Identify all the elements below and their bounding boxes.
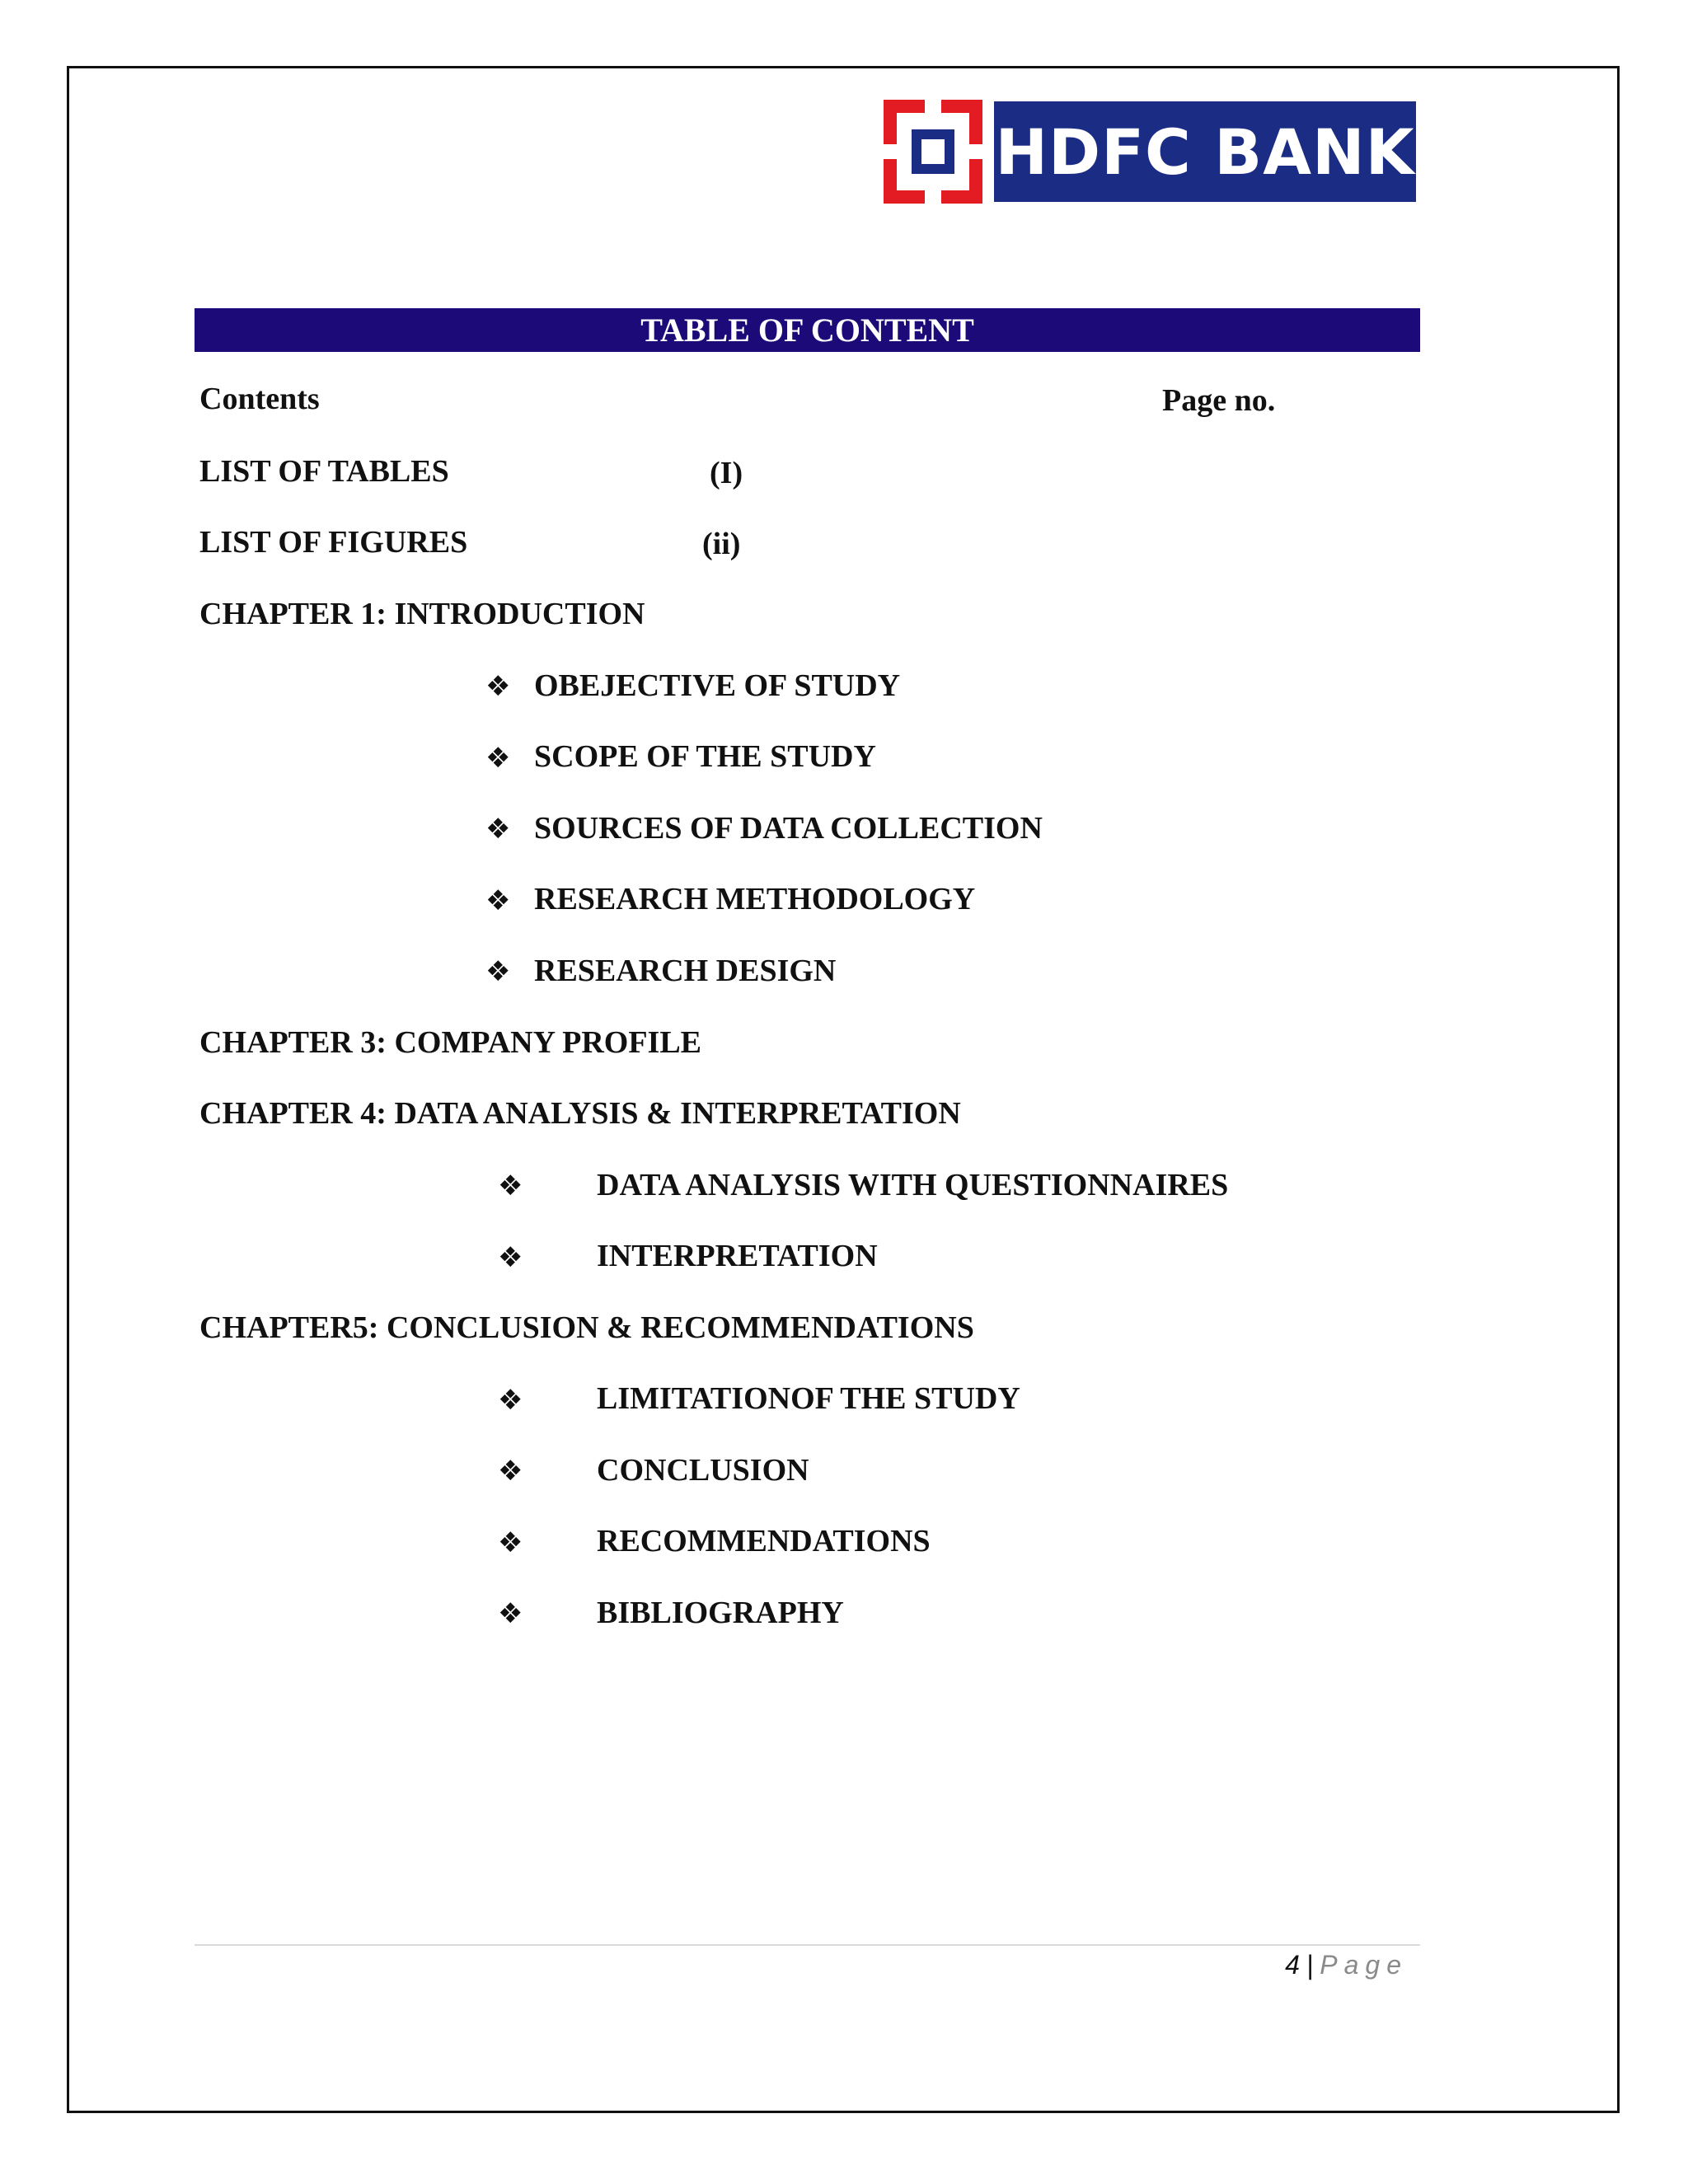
- contents-column-label: Contents: [199, 382, 320, 416]
- page-border: [67, 66, 1620, 2113]
- toc-item-interpretation: INTERPRETATION: [597, 1239, 878, 1273]
- toc-item-research-design: RESEARCH DESIGN: [534, 954, 837, 988]
- toc-chapter-3-title: CHAPTER 3: COMPANY PROFILE: [199, 1025, 702, 1060]
- toc-chapter-5-title: CHAPTER5: CONCLUSION & RECOMMENDATIONS: [199, 1310, 974, 1345]
- hdfc-logo-mark-icon: [884, 100, 982, 204]
- toc-entry-list-of-figures: LIST OF FIGURES: [199, 525, 468, 560]
- page-word: Page: [1320, 1950, 1408, 1980]
- toc-item-data-analysis: DATA ANALYSIS WITH QUESTIONNAIRES: [597, 1168, 1229, 1202]
- toc-chapter-4-title: CHAPTER 4: DATA ANALYSIS & INTERPRETATION: [199, 1096, 961, 1131]
- hdfc-bank-logo: [884, 100, 1416, 204]
- bullet-icon: ❖: [485, 884, 511, 917]
- bullet-icon: ❖: [498, 1526, 523, 1559]
- toc-item-recommendations: RECOMMENDATIONS: [597, 1524, 931, 1558]
- toc-title: TABLE OF CONTENT: [195, 308, 1420, 352]
- page-footer: [1285, 1950, 1408, 1980]
- bullet-icon: ❖: [485, 742, 511, 775]
- page-no-column-label: Page no.: [1162, 383, 1276, 418]
- toc-item-bibliography: BIBLIOGRAPHY: [597, 1596, 844, 1630]
- toc-item-objective-of-study: OBEJECTIVE OF STUDY: [534, 668, 901, 703]
- toc-item-research-methodology: RESEARCH METHODOLOGY: [534, 882, 976, 916]
- bullet-icon: ❖: [498, 1455, 523, 1488]
- toc-item-conclusion: CONCLUSION: [597, 1453, 809, 1488]
- toc-entry-list-of-tables: LIST OF TABLES: [199, 454, 449, 489]
- hdfc-logo-text: HDFC BANK: [995, 115, 1415, 189]
- toc-item-limitation: LIMITATIONOF THE STUDY: [597, 1381, 1020, 1416]
- bullet-icon: ❖: [485, 670, 511, 703]
- bullet-icon: ❖: [485, 813, 511, 846]
- toc-item-scope-of-study: SCOPE OF THE STUDY: [534, 739, 876, 774]
- footer-divider: [195, 1944, 1420, 1946]
- page-number: 4: [1285, 1950, 1300, 1980]
- toc-page-list-of-figures: (ii): [702, 527, 741, 561]
- hdfc-logo-panel: [994, 101, 1416, 202]
- bullet-icon: ❖: [498, 1597, 523, 1630]
- footer-separator: |: [1306, 1950, 1314, 1980]
- toc-item-sources-of-data: SOURCES OF DATA COLLECTION: [534, 811, 1043, 846]
- bullet-icon: ❖: [498, 1384, 523, 1417]
- toc-chapter-1-title: CHAPTER 1: INTRODUCTION: [199, 597, 645, 631]
- bullet-icon: ❖: [498, 1169, 523, 1202]
- bullet-icon: ❖: [485, 955, 511, 988]
- toc-page-list-of-tables: (I): [710, 456, 743, 490]
- bullet-icon: ❖: [498, 1241, 523, 1274]
